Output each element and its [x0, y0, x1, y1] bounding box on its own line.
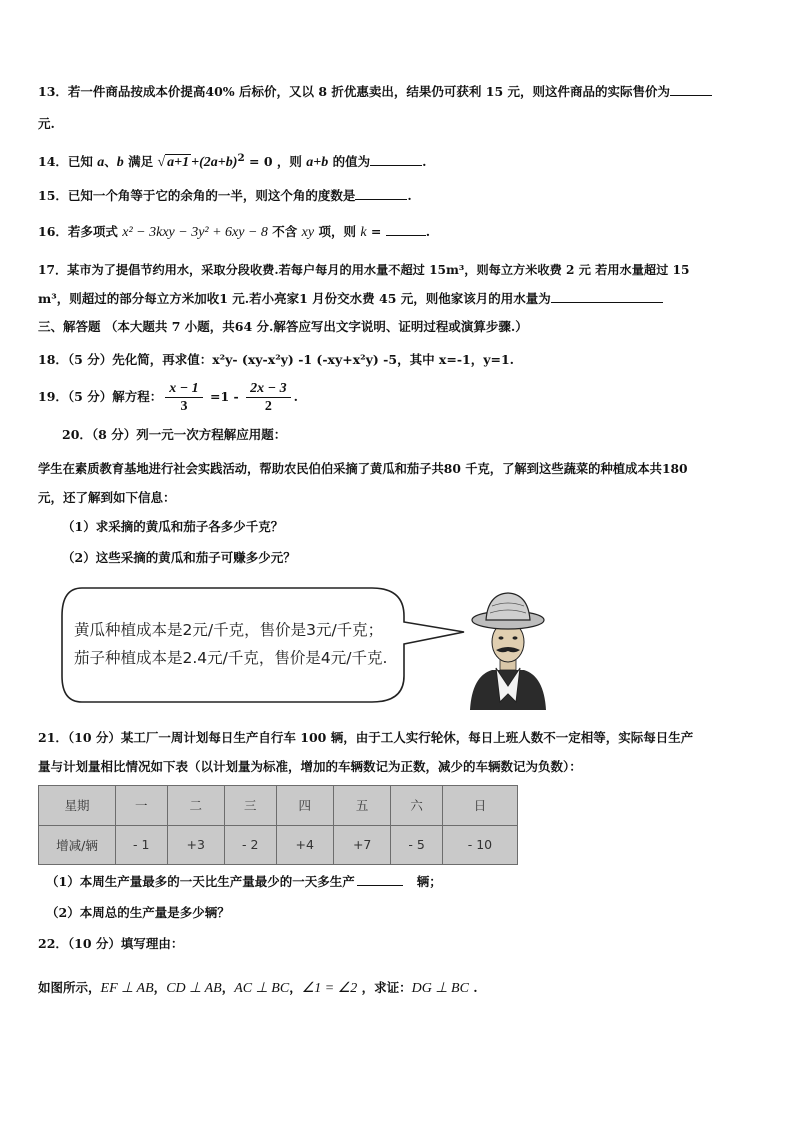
q14-mid: 满足 — [123, 154, 158, 170]
q16-line — [38, 223, 430, 242]
q14-plus: + — [191, 155, 200, 171]
q19-prefix: 19．（5 分）解方程： — [38, 389, 163, 404]
q14-square-base: (2a+b) — [199, 155, 238, 171]
q22-mid: ，求证： — [357, 980, 412, 995]
q21-line1: 21．（10 分）某工厂一周计划每日生产自行车 100 辆，由于工人实行轮休，每日上班人数不一定相等，实际每日生产 — [38, 730, 694, 745]
q19-fraction-1 — [165, 380, 202, 415]
q13-blank[interactable] — [670, 83, 712, 96]
speech-bubble — [60, 586, 468, 704]
q17-blank[interactable] — [551, 290, 663, 303]
q14-radicand: a+1 — [167, 155, 190, 171]
q13-tail: 元. — [38, 116, 55, 131]
q22-goal: DG ⊥ BC — [411, 981, 469, 996]
q17-line2 — [38, 290, 663, 308]
q19-fraction-2 — [246, 380, 290, 415]
q19-end: . — [293, 389, 298, 404]
q15-text: 15．已知一个角等于它的余角的一半，则这个角的度数是 — [38, 188, 356, 203]
q20-line1: 学生在素质教育基地进行社会实践活动，帮助农民伯伯采摘了黄瓜和茄子共80 千克，了解到这些蔬菜的种植成本共180 — [38, 461, 688, 476]
farmer-illustration — [466, 590, 550, 710]
q17-line1: 17．某市为了提倡节约用水，采取分段收费.若每户每月的用水量不超过 15m³，则每立方米收费 2 元 若用水量超过 15 — [38, 263, 690, 277]
table-row — [39, 825, 518, 865]
q20-sub2: （2）这些采摘的黄瓜和茄子可赚多少元？ — [62, 550, 296, 565]
q19-frac1-num: x − 1 — [165, 380, 202, 398]
q21-sub2: （2）本周总的生产量是多少辆？ — [46, 905, 230, 920]
q19-line — [38, 379, 298, 415]
q16-term: xy — [301, 225, 315, 240]
table-cell: - 2 — [224, 825, 276, 865]
q19-mid: =1 - — [205, 389, 244, 404]
q16-eq: = — [366, 224, 386, 239]
q15-line — [38, 187, 412, 205]
table-cell: +4 — [276, 825, 333, 865]
table-cell: 星期 — [39, 786, 116, 826]
q14-var-b: b — [116, 155, 124, 171]
q14-target: a+b — [306, 155, 329, 171]
q19-frac2-den: 2 — [264, 399, 272, 414]
q15-blank[interactable] — [355, 187, 407, 200]
q22-head: 22．（10 分）填写理由： — [38, 936, 184, 951]
q22-cond-4: ∠1 = ∠2 — [301, 981, 358, 996]
table-cell: 二 — [167, 786, 224, 826]
q14-suffix: 的值为 — [328, 154, 371, 170]
q20-sub1: （1）求采摘的黄瓜和茄子各多少千克？ — [62, 519, 284, 534]
q13-text: 13．若一件商品按成本价提高40% 后标价，又以 8 折优惠卖出，结果仍可获利 15 元，则这件商品的实际售价为 — [38, 84, 671, 99]
q22-line: 如图所示，EF ⊥ AB，CD ⊥ AB，AC ⊥ BC，∠1 = ∠2 ，求证：DG ⊥ BC . — [38, 980, 478, 996]
q22-cond-1: EF ⊥ AB — [100, 981, 154, 996]
q20-head: 20．（8 分）列一元一次方程解应用题： — [62, 427, 287, 442]
table-cell: - 1 — [116, 825, 168, 865]
q21-sub1-unit: 辆； — [416, 874, 442, 889]
q16-polynomial: x² − 3kxy − 3y² + 6xy − 8 — [122, 225, 268, 240]
q14-prefix: 14．已知 — [38, 154, 98, 170]
q21-sub1-text: （1）本周生产量最多的一天比生产量最少的一天多生产 — [46, 874, 355, 889]
q18-line: 18．（5 分）先化简，再求值：x²y- (xy-x²y) -1 (-xy+x²y) -5，其中 x=-1，y=1. — [38, 352, 515, 367]
q14-equals: = 0 ，则 — [244, 154, 307, 170]
q16-mid: 不含 — [267, 224, 302, 239]
q22-prefix: 如图所示， — [38, 980, 101, 995]
q16-prefix: 16．若多项式 — [38, 224, 123, 239]
q20-line2: 元，还了解到如下信息： — [38, 490, 176, 505]
q16-blank[interactable] — [386, 223, 426, 236]
table-cell: 四 — [276, 786, 333, 826]
q16-end: . — [425, 224, 431, 239]
table-row — [39, 786, 518, 826]
table-cell: 日 — [442, 786, 517, 826]
q13-line1 — [38, 83, 712, 101]
q14-sep: 、 — [104, 154, 117, 170]
q14-end: . — [422, 154, 427, 170]
table-cell: - 10 — [442, 825, 517, 865]
q21-sub1 — [46, 873, 442, 891]
table-cell: 一 — [116, 786, 168, 826]
q22-cond-2: CD ⊥ AB — [166, 981, 222, 996]
table-cell: +7 — [333, 825, 390, 865]
q14-line — [38, 149, 427, 172]
table-cell: 五 — [333, 786, 390, 826]
q14-var-a: a — [97, 155, 105, 171]
q19-frac2-num: 2x − 3 — [246, 380, 290, 398]
table-cell: 三 — [224, 786, 276, 826]
q16-var-k: k — [360, 225, 367, 240]
q14-square-exp: 2 — [237, 152, 245, 164]
table-cell: 增减/辆 — [39, 825, 116, 865]
q22-end: . — [468, 980, 478, 995]
bubble-line-1: 黄瓜种植成本是2元/千克，售价是3元/千克； — [74, 621, 384, 639]
table-cell: 六 — [391, 786, 443, 826]
q17-text: m³，则超过的部分每立方米加收1 元.若小亮家1 月份交水费 45 元，则他家该月的用水量为 — [38, 291, 551, 306]
q16-mid2: 项，则 — [314, 224, 361, 239]
q21-blank[interactable] — [357, 873, 403, 886]
weekly-production-table — [38, 785, 518, 865]
section-3-heading: 三、解答题 （本大题共 7 小题，共64 分.解答应写出文字说明、证明过程或演算步骤.） — [38, 319, 528, 334]
q19-frac1-den: 3 — [180, 399, 188, 414]
q15-end: . — [407, 188, 412, 203]
q22-cond-3: AC ⊥ BC — [234, 981, 290, 996]
bubble-line-2: 茄子种植成本是2.4元/千克，售价是4元/千克. — [74, 649, 388, 667]
q21-line2: 量与计划量相比情况如下表（以计划量为标准，增加的车辆数记为正数，减少的车辆数记为负数）： — [38, 759, 582, 774]
q14-blank[interactable] — [370, 153, 422, 166]
table-cell: - 5 — [391, 825, 443, 865]
q14-sqrt: √ a+1 — [157, 155, 190, 171]
table-cell: +3 — [167, 825, 224, 865]
